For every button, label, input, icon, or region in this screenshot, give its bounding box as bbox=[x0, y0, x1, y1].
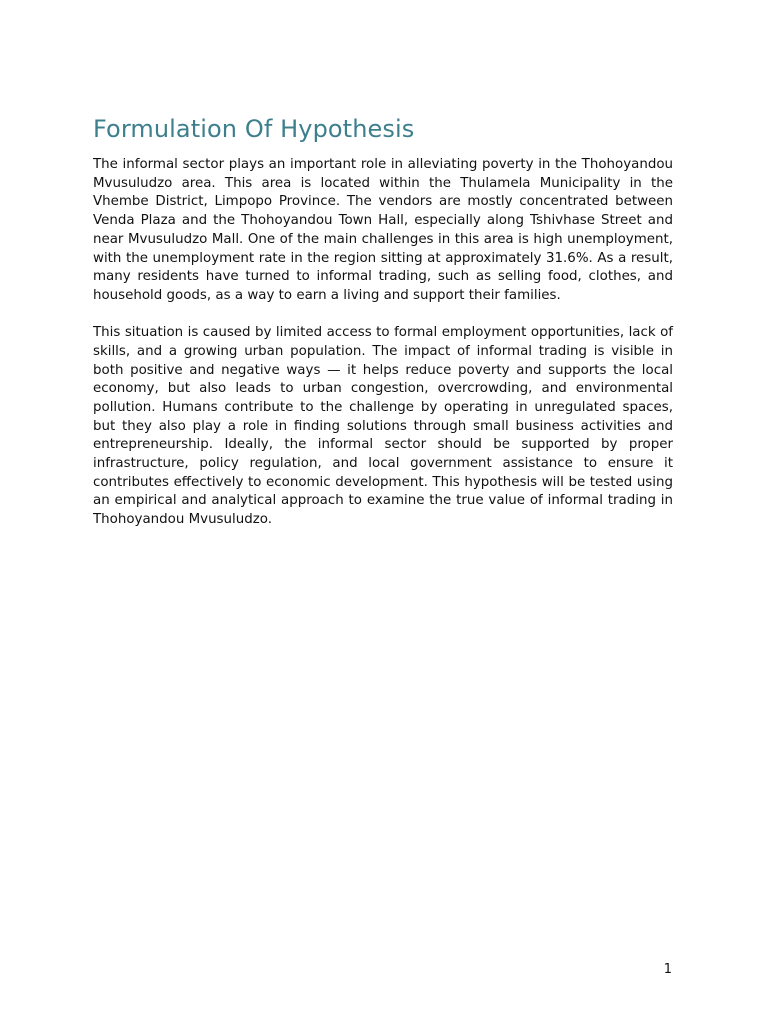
paragraph: The informal sector plays an important role in alleviating poverty in the Thohoyandou Mvusuludzo area. This area is located within the Thulamela Municipality in the Vhembe District, Limpopo Province. The vendors are mostly concentrated between Venda Plaza and the Thohoyandou Town Hall, especially along Tshivhase Street and near Mvusuludzo Mall. One of the main challenges in this area is high unemployment, with the unemployment rate in the region sitting at approximately 31.6%. As a result, many residents have turned to informal trading, such as selling food, clothes, and household goods, as a way to earn a living and support their families. bbox=[93, 157, 673, 303]
page-number: 1 bbox=[663, 962, 672, 977]
document-body bbox=[93, 112, 673, 548]
paragraph: This situation is caused by limited access to formal employment opportunities, lack of skills, and a growing urban population. The impact of informal trading is visible in both positive and negative ways — it helps reduce poverty and supports the local economy, but also leads to urban congestion, overcrowding, and environmental pollution. Humans contribute to the challenge by operating in unregulated spaces, but they also play a role in finding solutions through small business activities and entrepreneurship. Ideally, the informal sector should be supported by proper infrastructure, policy regulation, and local government assistance to ensure it contributes effectively to economic development. This hypothesis will be tested using an empirical and analytical approach to examine the true value of informal trading in Thohoyandou Mvusuludzo. bbox=[93, 325, 673, 528]
page-title: Formulation Of Hypothesis bbox=[93, 115, 415, 143]
